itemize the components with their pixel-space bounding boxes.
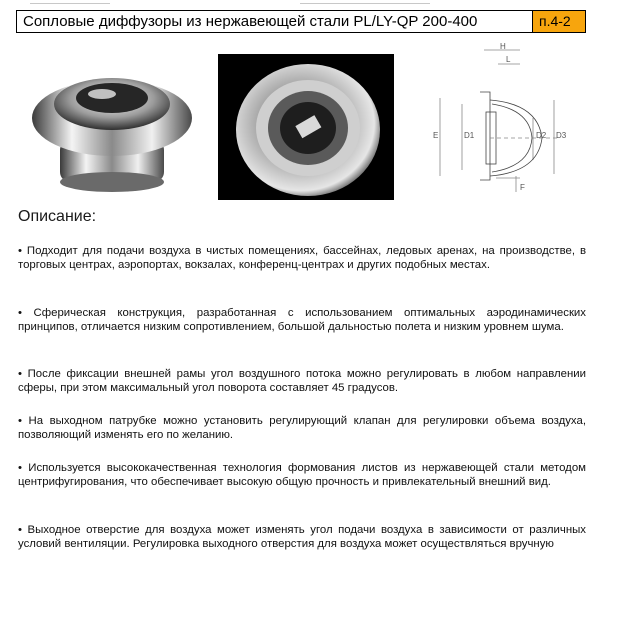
description-paragraph: • После фиксации внешней рамы угол воздушного потока можно регулировать в любом направлении сферы, при этом максимальный угол поворота составляет 45 градусов. (18, 368, 586, 395)
top-cut-off-strip (0, 0, 627, 10)
dimension-drawing (420, 42, 595, 206)
drawing-label-d1: D1 (464, 131, 475, 140)
drawing-label-f: F (520, 183, 525, 192)
cut-off-line (300, 3, 430, 4)
description-heading: Описание: (18, 208, 97, 225)
nozzle-front-illustration (218, 54, 394, 200)
section-code-badge: п.4-2 (532, 11, 585, 32)
description-paragraph: • Подходит для подачи воздуха в чистых помещениях, бассейнах, ледовых аренах, на производстве, в торговых центрах, аэропортах, вокзалах, конференц-центрах и других подобных местах. (18, 245, 586, 272)
page-header (16, 10, 586, 33)
drawing-label-h: H (500, 42, 506, 51)
cut-off-line (30, 3, 110, 4)
photo-front-view (218, 54, 394, 200)
description-paragraph: • Сферическая конструкция, разработанная с использованием оптимальных аэродинамических принципов, отличается низким сопротивлением, большой дальностью полета и низким уровнем шума. (18, 307, 586, 334)
dimension-drawing-svg (420, 42, 595, 206)
drawing-label-d3: D3 (556, 131, 567, 140)
page-title: Сопловые диффузоры из нержавеющей стали PL/LY-QP 200-400 (23, 13, 478, 30)
description-paragraph: • На выходном патрубке можно установить регулирующий клапан для регулировки объема воздуха, позволяющий изменять его по желанию. (18, 415, 586, 442)
nozzle-side-illustration (22, 54, 202, 198)
drawing-label-d2: D2 (536, 131, 547, 140)
photo-side-view (22, 54, 202, 198)
drawing-label-l: L (506, 55, 511, 64)
description-paragraph: • Выходное отверстие для воздуха может изменять угол подачи воздуха в зависимости от различных условий вентиляции. Регулировка выходного отверстия для воздуха может осуществляться вручную (18, 524, 586, 551)
description-paragraph: • Используется высококачественная технология формования листов из нержавеющей стали методом центрифугирования, что обеспечивает высокую общую прочность и привлекательный внешний вид. (18, 462, 586, 489)
drawing-label-e: E (433, 131, 439, 140)
